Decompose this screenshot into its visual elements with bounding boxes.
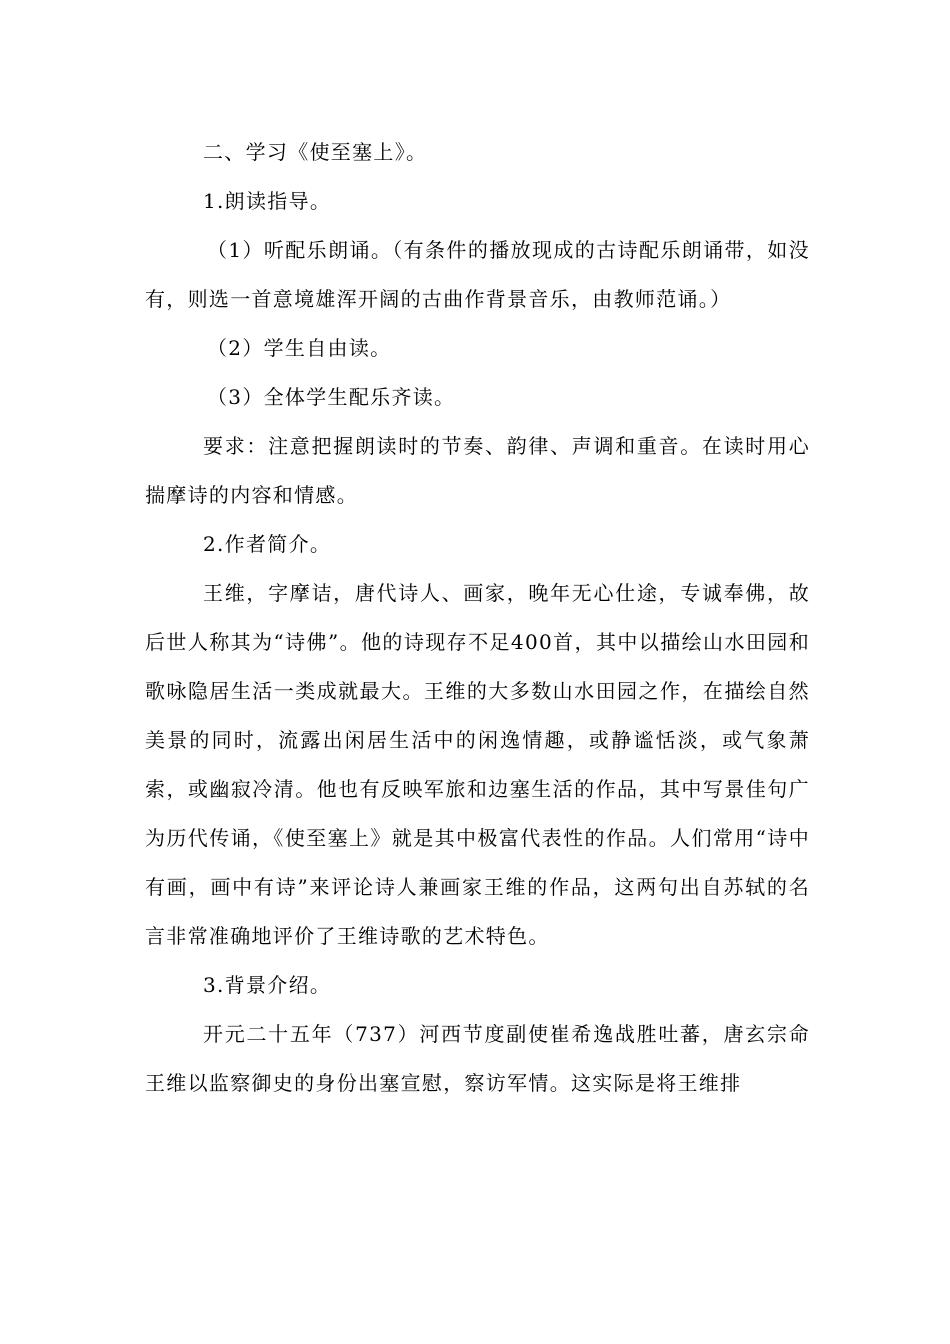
section-heading: 二、学习《使至塞上》。 (203, 140, 428, 164)
item-1-heading: 1.朗读指导。 (203, 189, 332, 213)
background-intro-paragraph: 开元二十五年（737）河西节度副使崔希逸战胜吐蕃，唐玄宗命王维以监察御史的身份出塞宣慰，察访军情。这实际是将王维排 (145, 1022, 810, 1095)
sub-item-3-paragraph: （3）全体学生配乐齐读。 (207, 385, 456, 409)
item-3-heading: 3.背景介绍。 (203, 973, 332, 997)
sub-item-1-paragraph: （1）听配乐朗诵。（有条件的播放现成的古诗配乐朗诵带，如没有，则选一首意境雄浑开阔的古曲作背景音乐，由教师范诵。） (145, 238, 810, 311)
author-intro-paragraph: 王维，字摩诘，唐代诗人、画家，晚年无心仕途，专诚奉佛，故后世人称其为“诗佛”。他的诗现存不足400首，其中以描绘山水田园和歌咏隐居生活一类成就最大。王维的大多数山水田园之作，在描绘自然美景的同时，流露出闲居生活中的闲逸情趣，或静谧恬淡，或气象萧索，或幽寂冷清。他也有反映军旅和边塞生活的作品，其中写景佳句广为历代传诵，《使至塞上》就是其中极富代表性的作品。人们常用“诗中有画，画中有诗”来评论诗人兼画家王维的作品，这两句出自苏轼的名言非常准确地评价了王维诗歌的艺术特色。 (145, 581, 810, 948)
sub-item-2-paragraph: （2）学生自由读。 (207, 336, 392, 360)
item-2-heading: 2.作者简介。 (203, 532, 332, 556)
document-body (145, 128, 810, 1108)
requirement-paragraph: 要求：注意把握朗读时的节奏、韵律、声调和重音。在读时用心揣摩诗的内容和情感。 (145, 434, 810, 507)
